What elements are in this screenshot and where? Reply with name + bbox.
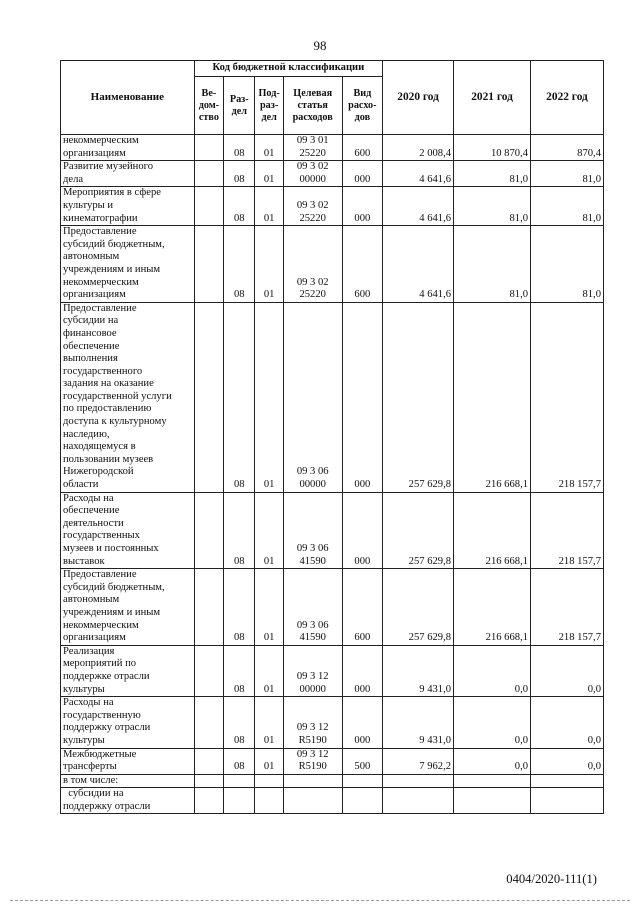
amount-2021-cell: 81,0 [454, 226, 531, 303]
header-year-2021: 2021 год [454, 61, 531, 135]
razdel-cell: 08 [224, 492, 255, 569]
target-article-cell: 09 3 06 41590 [283, 569, 342, 646]
amount-2021-cell: 216 668,1 [454, 302, 531, 492]
amount-2022-cell: 0,0 [531, 645, 604, 696]
table-row [61, 645, 604, 696]
razdel-cell: 08 [224, 697, 255, 748]
amount-2022-cell [531, 774, 604, 788]
ved-cell [194, 697, 223, 748]
row-name-cell: Развитие музейного дела [61, 161, 195, 187]
ved-cell [194, 161, 223, 187]
header-expense-type: Вид расхо- дов [342, 77, 383, 135]
amount-2021-cell: 216 668,1 [454, 569, 531, 646]
expense-type-cell: 600 [342, 569, 383, 646]
page-number: 98 [313, 38, 327, 53]
ved-cell [194, 569, 223, 646]
target-article-cell [283, 788, 342, 814]
podrazdel-cell: 01 [255, 645, 283, 696]
expense-type-cell: 000 [342, 492, 383, 569]
table-row [61, 748, 604, 774]
header-target-article: Целевая статья расходов [283, 77, 342, 135]
expense-type-cell [342, 774, 383, 788]
amount-2022-cell: 0,0 [531, 748, 604, 774]
table-row [61, 161, 604, 187]
expense-type-cell: 600 [342, 135, 383, 161]
table-row [61, 492, 604, 569]
expense-type-cell: 000 [342, 161, 383, 187]
podrazdel-cell: 01 [255, 492, 283, 569]
row-name-cell: Мероприятия в сфере культуры и кинематографии [61, 187, 195, 226]
amount-2022-cell: 0,0 [531, 697, 604, 748]
row-name-cell: Межбюджетные трансферты [61, 748, 195, 774]
amount-2022-cell: 81,0 [531, 161, 604, 187]
amount-2021-cell: 81,0 [454, 161, 531, 187]
ved-cell [194, 226, 223, 303]
podrazdel-cell: 01 [255, 187, 283, 226]
ved-cell [194, 645, 223, 696]
razdel-cell: 08 [224, 161, 255, 187]
amount-2020-cell: 9 431,0 [383, 697, 454, 748]
target-article-cell: 09 3 12 00000 [283, 645, 342, 696]
header-year-2022: 2022 год [531, 61, 604, 135]
target-article-cell: 09 3 12 R5190 [283, 748, 342, 774]
header-podrazdel: Под- раз- дел [255, 77, 283, 135]
header-code-group: Код бюджетной классификации [194, 61, 382, 77]
row-name-cell: Предоставление субсидий бюджетным, автономным учреждениям и иным некоммерческим организациям [61, 569, 195, 646]
podrazdel-cell: 01 [255, 748, 283, 774]
amount-2020-cell: 7 962,2 [383, 748, 454, 774]
bottom-divider [10, 900, 630, 901]
row-name-cell: Расходы на государственную поддержку отрасли культуры [61, 697, 195, 748]
header-name: Наименование [61, 61, 195, 135]
row-name-cell: в том числе: [61, 774, 195, 788]
amount-2020-cell: 9 431,0 [383, 645, 454, 696]
budget-table [60, 60, 604, 814]
table-row [61, 226, 604, 303]
razdel-cell: 08 [224, 302, 255, 492]
expense-type-cell: 000 [342, 302, 383, 492]
amount-2022-cell [531, 788, 604, 814]
podrazdel-cell [255, 788, 283, 814]
amount-2022-cell: 81,0 [531, 187, 604, 226]
razdel-cell: 08 [224, 135, 255, 161]
podrazdel-cell: 01 [255, 161, 283, 187]
row-name-cell: Предоставление субсидий бюджетным, автономным учреждениям и иным некоммерческим организациям [61, 226, 195, 303]
amount-2021-cell: 10 870,4 [454, 135, 531, 161]
expense-type-cell: 500 [342, 748, 383, 774]
razdel-cell: 08 [224, 569, 255, 646]
amount-2020-cell: 257 629,8 [383, 302, 454, 492]
amount-2020-cell: 2 008,4 [383, 135, 454, 161]
ved-cell [194, 492, 223, 569]
razdel-cell [224, 774, 255, 788]
podrazdel-cell: 01 [255, 302, 283, 492]
target-article-cell: 09 3 02 25220 [283, 187, 342, 226]
header-year-2020: 2020 год [383, 61, 454, 135]
amount-2021-cell: 0,0 [454, 645, 531, 696]
ved-cell [194, 302, 223, 492]
amount-2020-cell: 4 641,6 [383, 161, 454, 187]
razdel-cell: 08 [224, 748, 255, 774]
expense-type-cell [342, 788, 383, 814]
ved-cell [194, 788, 223, 814]
podrazdel-cell: 01 [255, 135, 283, 161]
table-row [61, 187, 604, 226]
amount-2022-cell: 218 157,7 [531, 492, 604, 569]
expense-type-cell: 600 [342, 226, 383, 303]
razdel-cell: 08 [224, 226, 255, 303]
podrazdel-cell: 01 [255, 697, 283, 748]
amount-2022-cell: 218 157,7 [531, 569, 604, 646]
amount-2021-cell: 216 668,1 [454, 492, 531, 569]
amount-2021-cell: 81,0 [454, 187, 531, 226]
amount-2021-cell: 0,0 [454, 697, 531, 748]
ved-cell [194, 135, 223, 161]
target-article-cell: 09 3 12 R5190 [283, 697, 342, 748]
row-name-cell: субсидии на поддержку отрасли [61, 788, 195, 814]
razdel-cell: 08 [224, 645, 255, 696]
table-row [61, 302, 604, 492]
amount-2020-cell [383, 788, 454, 814]
podrazdel-cell [255, 774, 283, 788]
table-row [61, 569, 604, 646]
target-article-cell: 09 3 06 41590 [283, 492, 342, 569]
target-article-cell: 09 3 02 00000 [283, 161, 342, 187]
header-razdel: Раз- дел [224, 77, 255, 135]
row-name-cell: некоммерческим организациям [61, 135, 195, 161]
table-row [61, 788, 604, 814]
header-vedomstvo: Ве- дом- ство [194, 77, 223, 135]
amount-2021-cell [454, 774, 531, 788]
ved-cell [194, 187, 223, 226]
razdel-cell: 08 [224, 187, 255, 226]
row-name-cell: Расходы на обеспечение деятельности государственных музеев и постоянных выставок [61, 492, 195, 569]
target-article-cell: 09 3 06 00000 [283, 302, 342, 492]
amount-2022-cell: 218 157,7 [531, 302, 604, 492]
podrazdel-cell: 01 [255, 569, 283, 646]
amount-2022-cell: 81,0 [531, 226, 604, 303]
amount-2021-cell: 0,0 [454, 748, 531, 774]
amount-2020-cell: 4 641,6 [383, 226, 454, 303]
document-code: 0404/2020-111(1) [506, 872, 597, 886]
expense-type-cell: 000 [342, 187, 383, 226]
razdel-cell [224, 788, 255, 814]
amount-2020-cell: 257 629,8 [383, 492, 454, 569]
podrazdel-cell: 01 [255, 226, 283, 303]
expense-type-cell: 000 [342, 697, 383, 748]
amount-2020-cell: 4 641,6 [383, 187, 454, 226]
ved-cell [194, 748, 223, 774]
target-article-cell: 09 3 02 25220 [283, 226, 342, 303]
amount-2020-cell: 257 629,8 [383, 569, 454, 646]
row-name-cell: Предоставление субсидии на финансовое обеспечение выполнения государственного задания на оказание государственной услуги по предоставлению доступа к культурному наследию, находящемуся в пользовании музеев Нижегородской области [61, 302, 195, 492]
target-article-cell: 09 3 01 25220 [283, 135, 342, 161]
amount-2021-cell [454, 788, 531, 814]
amount-2020-cell [383, 774, 454, 788]
target-article-cell [283, 774, 342, 788]
table-row [61, 774, 604, 788]
ved-cell [194, 774, 223, 788]
table-row [61, 697, 604, 748]
amount-2022-cell: 870,4 [531, 135, 604, 161]
row-name-cell: Реализация мероприятий по поддержке отрасли культуры [61, 645, 195, 696]
table-row [61, 135, 604, 161]
expense-type-cell: 000 [342, 645, 383, 696]
